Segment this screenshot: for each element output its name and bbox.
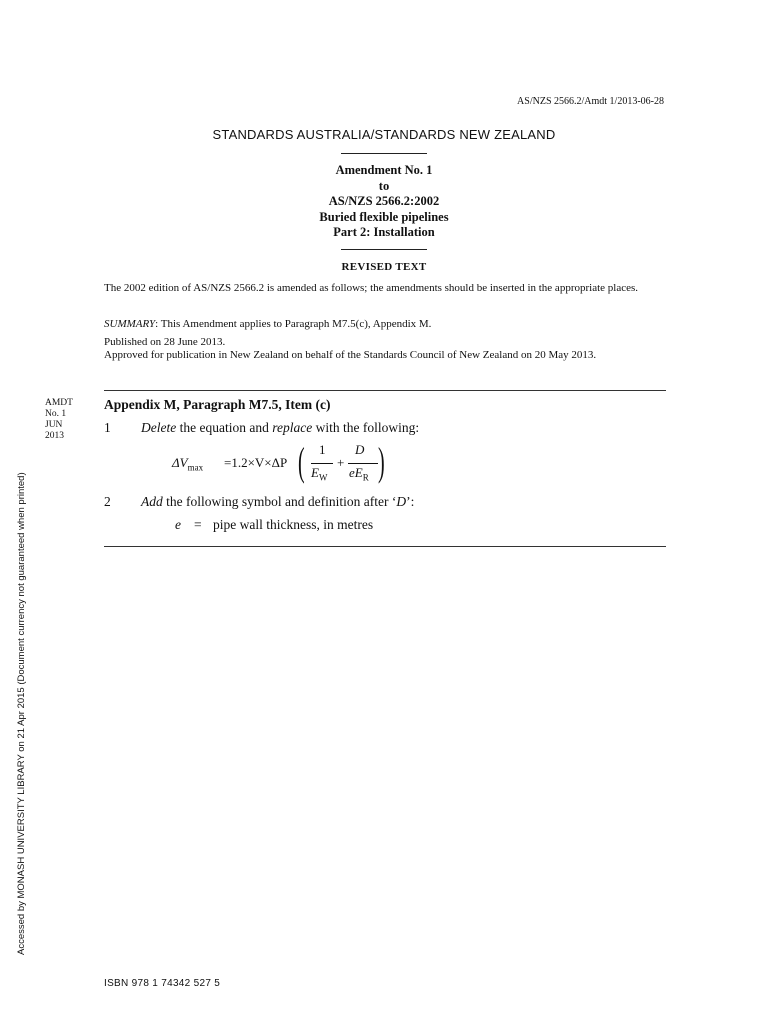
- standard-title: Buried flexible pipelines: [319, 209, 449, 224]
- summary-text: : This Amendment applies to Paragraph M7.5(c), Appendix M.: [155, 318, 432, 330]
- instruction-symbol: D: [396, 494, 407, 509]
- title-to: to: [378, 178, 390, 193]
- equation-subscript: R: [362, 472, 369, 483]
- margin-note-line: No. 1: [45, 409, 67, 419]
- revised-text-label: REVISED TEXT: [341, 261, 427, 273]
- margin-note-line: AMDT: [45, 398, 73, 408]
- equation-subscript: W: [318, 472, 328, 483]
- divider: [341, 153, 427, 154]
- summary-paragraph: [104, 318, 664, 331]
- equation-lhs: [172, 455, 203, 473]
- margin-note-line: 2013: [45, 431, 64, 441]
- access-watermark: Accessed by MONASH UNIVERSITY LIBRARY on 21 Apr 2015 (Document currency not guaranteed when printed): [16, 472, 27, 955]
- amendment-margin-note: [45, 398, 73, 442]
- equation: [172, 440, 412, 490]
- intro-paragraph: The 2002 edition of AS/NZS 2566.2 is amended as follows; the amendments should be inserted in the appropriate places.: [104, 282, 639, 294]
- item-number: 1: [104, 420, 111, 435]
- summary-label: SUMMARY: [104, 318, 156, 330]
- instruction-text: the equation and: [176, 420, 273, 435]
- instruction-text: the following symbol and definition after ‘: [162, 494, 397, 509]
- definition-symbol: [175, 517, 181, 533]
- instruction-verb: Delete: [141, 420, 177, 435]
- item-instruction: [141, 494, 414, 510]
- section-bottom-rule: [104, 546, 666, 547]
- equation-symbol: ΔV: [172, 455, 188, 470]
- definition-symbol-letter: e: [175, 517, 181, 532]
- fraction-numerator: 1: [319, 442, 326, 457]
- amendment-number: Amendment No. 1: [335, 163, 433, 177]
- amendment-title: [0, 163, 768, 241]
- right-paren: ): [378, 439, 385, 484]
- instruction-verb: Add: [141, 494, 163, 509]
- left-paren: (: [298, 439, 305, 484]
- organization-title: STANDARDS AUSTRALIA/STANDARDS NEW ZEALAND: [212, 127, 556, 142]
- equation-symbol: eE: [349, 465, 363, 480]
- definition-equals: =: [194, 517, 202, 532]
- item-instruction: [141, 420, 419, 436]
- section-top-rule: [104, 390, 666, 391]
- equation-symbol: D: [355, 442, 365, 457]
- plus-sign: +: [337, 455, 345, 470]
- fraction-bar: [348, 463, 378, 464]
- fraction-denominator: [311, 465, 327, 483]
- definition-text: pipe wall thickness, in metres: [213, 517, 374, 532]
- isbn: ISBN 978 1 74342 527 5: [104, 978, 221, 989]
- fraction-denominator: [349, 465, 369, 483]
- equation-rhs: =1.2×V×ΔP: [224, 455, 288, 470]
- published-paragraph: Published on 28 June 2013.: [104, 336, 226, 348]
- equation-subscript: max: [187, 462, 204, 473]
- standard-number: AS/NZS 2566.2:2002: [328, 194, 440, 208]
- instruction-text: ’:: [406, 494, 415, 509]
- instruction-verb: replace: [272, 420, 313, 435]
- fraction-bar: [311, 463, 333, 464]
- fraction-numerator: [355, 442, 364, 458]
- instruction-text: with the following:: [312, 420, 420, 435]
- item-number: 2: [104, 494, 111, 509]
- standard-part: Part 2: Installation: [333, 225, 435, 239]
- document-reference: AS/NZS 2566.2/Amdt 1/2013-06-28: [517, 96, 664, 107]
- approved-paragraph: Approved for publication in New Zealand on behalf of the Standards Council of New Zealand on 20 May 2013.: [104, 349, 597, 361]
- divider: [341, 249, 427, 250]
- section-heading: Appendix M, Paragraph M7.5, Item (c): [104, 397, 331, 412]
- equation-symbol: E: [311, 465, 319, 480]
- margin-note-line: JUN: [45, 420, 63, 430]
